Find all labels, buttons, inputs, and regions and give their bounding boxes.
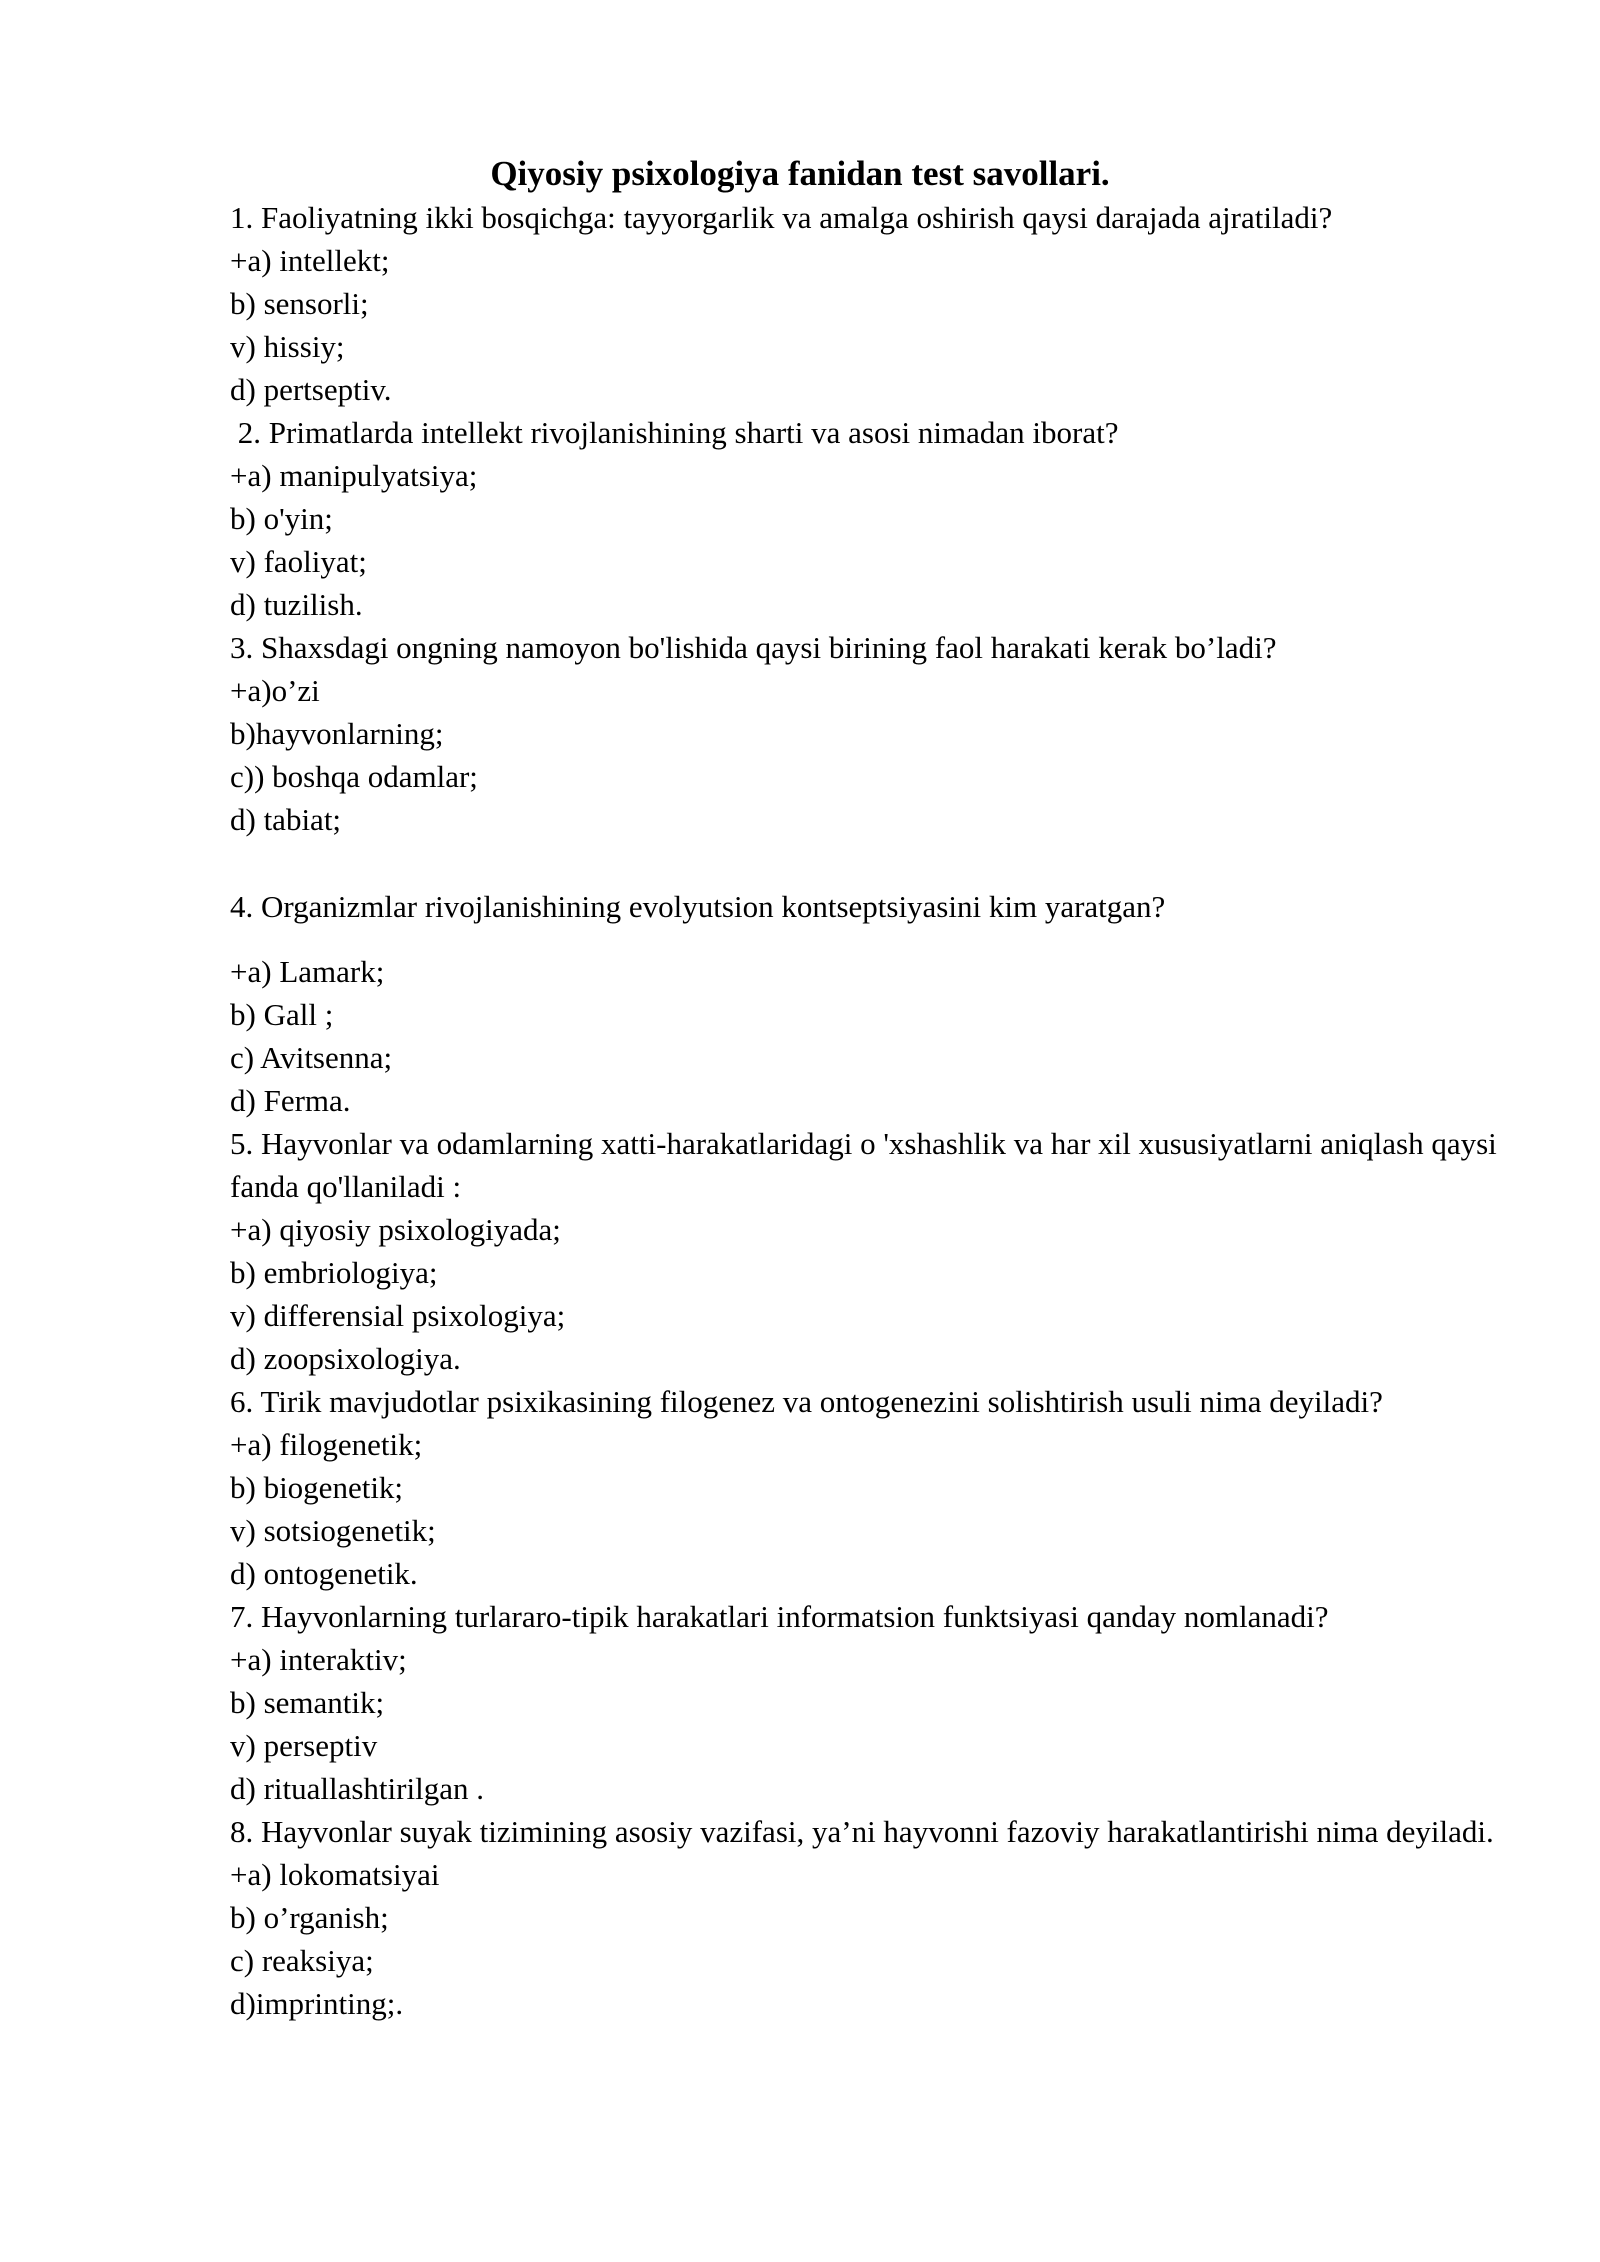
- answer-option: d) ontogenetik.: [230, 1556, 418, 1591]
- question-block: [230, 1810, 1510, 2025]
- answer-option: v) hissiy;: [230, 329, 345, 364]
- answer-option: c) reaksiya;: [230, 1943, 374, 1978]
- answer-option: d) zoopsixologiya.: [230, 1341, 461, 1376]
- answer-option: d) tuzilish.: [230, 587, 363, 622]
- answer-option: b) o'yin;: [230, 501, 333, 536]
- answer-option: b) sensorli;: [230, 286, 369, 321]
- document-title: Qiyosiy psixologiya fanidan test savollari.: [490, 154, 1110, 193]
- answer-option: d) tabiat;: [230, 802, 342, 837]
- test-content: [230, 196, 1510, 2025]
- answer-option: +a) Lamark;: [230, 954, 385, 989]
- answer-option: b) embriologiya;: [230, 1255, 438, 1290]
- answer-option: c) Avitsenna;: [230, 1040, 393, 1075]
- answer-option: b)hayvonlarning;: [230, 716, 444, 751]
- answer-option: v) perseptiv: [230, 1728, 378, 1763]
- question-block: [230, 1122, 1510, 1380]
- answer-option: v) sotsiogenetik;: [230, 1513, 436, 1548]
- question-block: [230, 885, 1510, 1122]
- answer-option: v) faoliyat;: [230, 544, 367, 579]
- question-block: [230, 1595, 1510, 1810]
- question-text: 5. Hayvonlar va odamlarning xatti-harakatlaridagi o 'xshashlik va har xil xususiyatlarni aniqlash qaysi fanda qo'llaniladi :: [230, 1126, 1497, 1204]
- answer-option: d) Ferma.: [230, 1083, 351, 1118]
- answer-option: d) rituallashtirilgan .: [230, 1771, 484, 1806]
- answer-option: d)imprinting;.: [230, 1986, 404, 2021]
- question-block: [230, 626, 1510, 841]
- answer-option: v) differensial psixologiya;: [230, 1298, 566, 1333]
- question-text: 2. Primatlarda intellekt rivojlanishining sharti va asosi nimadan iborat?: [230, 415, 1119, 450]
- answer-option: +a) qiyosiy psixologiyada;: [230, 1212, 561, 1247]
- question-block: [230, 1380, 1510, 1595]
- question-text: 4. Organizmlar rivojlanishining evolyutsion kontseptsiyasini kim yaratgan?: [230, 889, 1166, 924]
- answer-option: b) biogenetik;: [230, 1470, 404, 1505]
- answer-option: d) pertseptiv.: [230, 372, 392, 407]
- answer-option: +a)o’zi: [230, 673, 320, 708]
- question-text: 7. Hayvonlarning turlararo-tipik harakatlari informatsion funktsiyasi qanday nomlanadi?: [230, 1599, 1329, 1634]
- answer-option: +a) lokomatsiyai: [230, 1857, 440, 1892]
- answer-option: b) semantik;: [230, 1685, 385, 1720]
- question-text: 3. Shaxsdagi ongning namoyon bo'lishida qaysi birining faol harakati kerak bo’ladi?: [230, 630, 1277, 665]
- question-text: 1. Faoliyatning ikki bosqichga: tayyorgarlik va amalga oshirish qaysi darajada ajratiladi?: [230, 200, 1333, 235]
- answer-option: b) o’rganish;: [230, 1900, 389, 1935]
- answer-option: c)) boshqa odamlar;: [230, 759, 478, 794]
- answer-option: b) Gall ;: [230, 997, 334, 1032]
- answer-option: +a) filogenetik;: [230, 1427, 423, 1462]
- question-text: 8. Hayvonlar suyak tizimining asosiy vazifasi, ya’ni hayvonni fazoviy harakatlantirishi nima deyiladi.: [230, 1814, 1494, 1849]
- answer-option: +a) interaktiv;: [230, 1642, 407, 1677]
- question-text: 6. Tirik mavjudotlar psixikasining filogenez va ontogenezini solishtirish usuli nima deyiladi?: [230, 1384, 1383, 1419]
- question-block: [230, 196, 1510, 411]
- question-block: [230, 411, 1510, 626]
- answer-option: +a) intellekt;: [230, 243, 390, 278]
- answer-option: +a) manipulyatsiya;: [230, 458, 478, 493]
